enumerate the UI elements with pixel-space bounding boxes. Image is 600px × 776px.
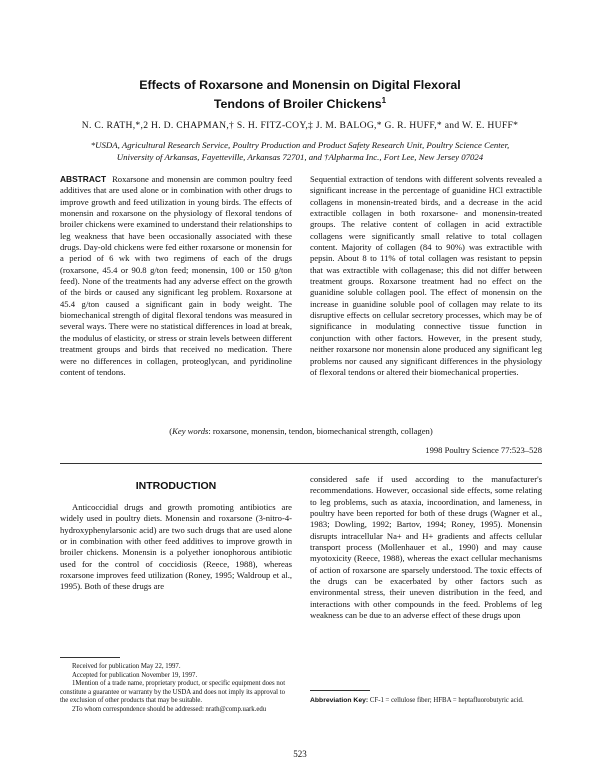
title-line-1: Effects of Roxarsone and Monensin on Digital Flexoral [139, 78, 461, 92]
abstract-label: ABSTRACT [60, 174, 107, 184]
journal-reference: 1998 Poultry Science 77:523–528 [425, 445, 542, 455]
abbreviation-text: CF-1 = cellulose fiber; HFBA = heptafluorobutyric acid. [369, 697, 524, 704]
introduction-right-column: considered safe if used according to the manufacturer's recommendations. However, occasional side effects, some relating to leg problems, such as ataxia, incoordination, and lameness, in poultry have been reported for both of these drugs (Wagner et al., 1983; Dowling, 1992; Bartov, 1994; Roney, 1995). Monensin disrupts intracellular Na+ and H+ gradients and affects cellular transport process (Mollenhauer et al., 1990) and may cause myotoxicity (Reece, 1988), whereas the exact cellular mechanisms of action of roxarsone are sparsely understood. The toxic effects of the drugs can be exacerbated by other factors such as environmental stress, their uneven distribution in the feed, and interactions with other compounds in the feed. Problems of leg weakness can be due to an adverse effect of these drugs upon [310, 474, 542, 621]
abstract-right-column: Sequential extraction of tendons with different solvents revealed a significant increase in the percentage of guanidine HCl extractible collagens in monensin-treated birds, and a decrease in the acid extractible collagen in both roxarsone- and monensin-treated groups. The relative content of collagen in acid extractible collagens were significantly small relative to total collagen content. Majority of collagen (84 to 90%) was extractible with pepsin. About 8 to 11% of total collagen was resistant to pepsin that was extractible with collagenase; this did not differ between treatment groups. Roxarsone treatment had no effect on the guanidine soluble collagen pool. The effect of monensin on the increase in guanidine soluble pool of collagen may relate to its disruptive effects on cellular secretory processes, which may be of significance in modulating connective tissue function in conjunction with other factors. However, in the present study, neither roxarsone nor monensin alone produced any significant leg problems nor caused any significant differences in the physiology of flexoral tendons or altered their biomechanical properties. [310, 174, 542, 377]
keywords: (Key words: roxarsone, monensin, tendon, biomechanical strength, collagen) [169, 426, 433, 436]
abbreviation-label: Abbreviation Key: [310, 697, 369, 704]
introduction-left-text: Anticoccidial drugs and growth promoting antibiotics are widely used in poultry diets. Monensin and roxarsone (3-nitro-4-hydroxyphenylarsonic acid) are two such drugs that are used alone or in combination with other feed additives to improve growth in broiler chickens. Monensin is a polyether ionophorous antibiotic used for the control of coccidiosis (Reece, 1988), whereas roxarsone improves feed utilization (Roney, 1995; Waldroup et al., 1995). Both of these drugs are [60, 502, 292, 592]
footnote-1: 1Mention of a trade name, proprietary product, or specific equipment does not constitute a guarantee or warranty by the USDA and does not imply its approval to the exclusion of other products that may be suitable. [60, 680, 286, 705]
abbreviation-divider [310, 690, 370, 691]
introduction-heading: INTRODUCTION [135, 480, 217, 492]
section-divider [60, 463, 542, 464]
page-number: 523 [293, 749, 307, 759]
footnotes [60, 663, 292, 715]
footnote-divider [60, 657, 120, 658]
title-footnote-mark: 1 [381, 96, 387, 105]
abstract-left-text: Roxarsone and monensin are common poultry feed additives that are used alone or in combination with other drugs to improve growth and feed utilization in young birds. The effects of monensin and roxarsone on the physiology of flexoral tendons of broiler chickens were examined to understand their relationships to leg weakness that have been occasionally associated with these drugs. Day-old chickens were fed either roxarsone or monensin for a period of 6 wk with two regimens of each of the drugs (roxarsone, 45.4 or 90.8 g/ton feed; monensin, 100 or 150 g/ton feed). None of the treatments had any adverse effect on the growth of the birds or caused any significant leg problem. Roxarsone at 45.4 g/ton caused a significant gain in body weight. The biomechanical strength of digital flexoral tendons was measured in several ways. There were no statistical differences in load at break, the modulus of elasticity, or stress or strain levels between different treatment groups and birds that received no medication. There were no differences in collagen, proteoglycan, and pyridinoline content of tendons. [60, 174, 292, 377]
footnote-received: Received for publication May 22, 1997. [72, 663, 181, 670]
keywords-text: : roxarsone, monensin, tendon, biomechanical strength, collagen) [208, 426, 433, 436]
title-line-2: Tendons of Broiler Chickens$^1$ [213, 96, 387, 112]
introduction-left-column [60, 502, 292, 593]
affiliation-line-1: *USDA, Agricultural Research Service, Poultry Production and Product Safety Research Unit, Poultry Science Center, [90, 140, 510, 150]
keywords-label: Key words [172, 426, 209, 436]
affiliation-line-2: University of Arkansas, Fayetteville, Arkansas 72701, and †Alpharma Inc., Fort Lee, New Jersey 07024 [116, 152, 484, 162]
affiliations [60, 139, 540, 163]
abbreviation-key [310, 696, 542, 705]
author-list: N. C. RATH,*,2 H. D. CHAPMAN,† S. H. FITZ-COY,‡ J. M. BALOG,* G. R. HUFF,* and W. E. HUFF* [81, 120, 519, 131]
abstract-left-column [60, 174, 292, 378]
paper-title [60, 77, 540, 112]
footnote-accepted: Accepted for publication November 19, 1997. [72, 671, 198, 679]
footnote-2: 2To whom correspondence should be addressed: nrath@comp.uark.edu [72, 705, 267, 713]
